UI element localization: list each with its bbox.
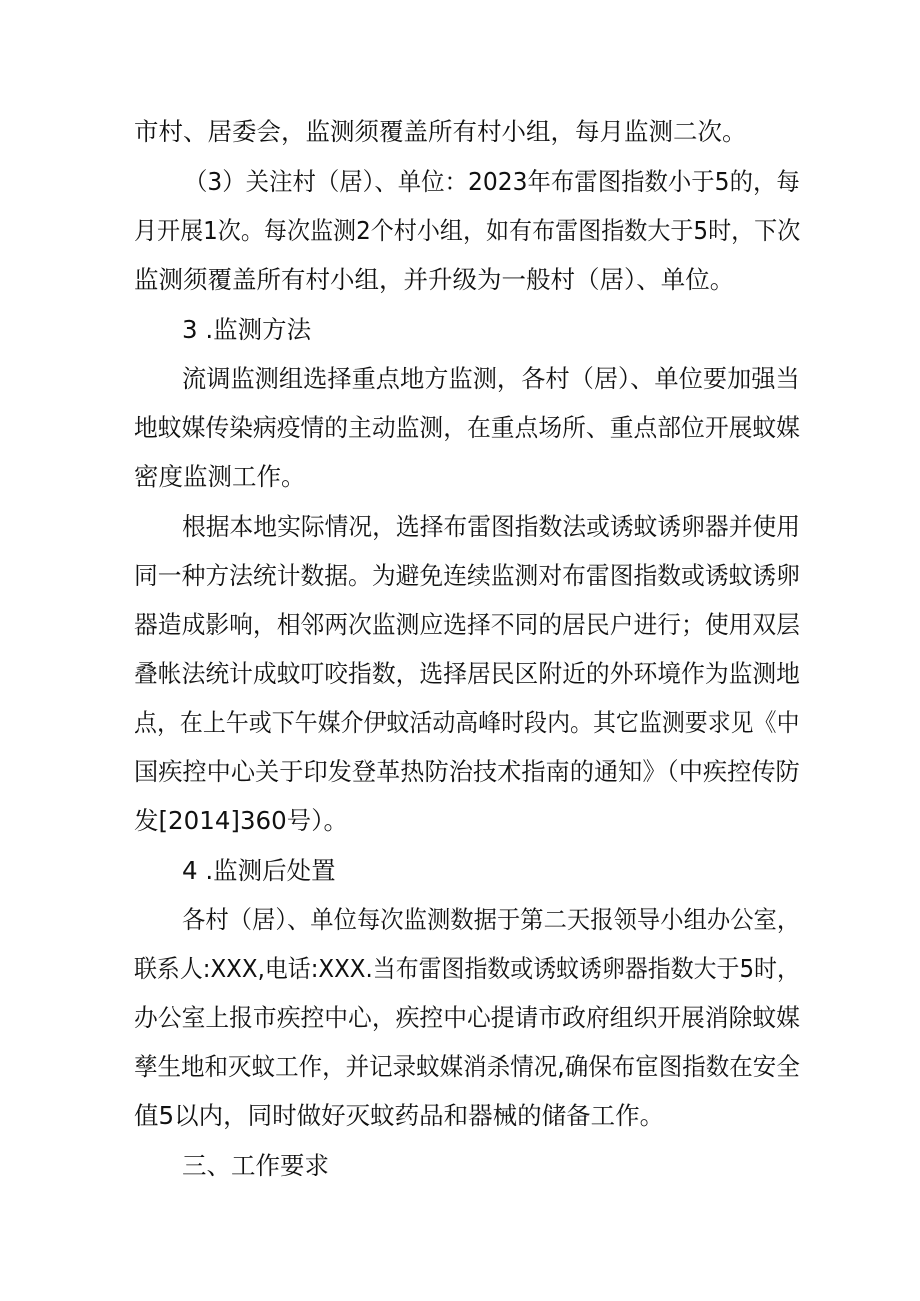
body-text-line: 根据本地实际情况，选择布雷图指数法或诱蚊诱卵器并使用 xyxy=(182,512,801,541)
body-text-line: 各村（居）、单位每次监测数据于第二天报领导小组办公室， xyxy=(182,905,801,934)
body-text-line: 月开展1次。每次监测2个村小组，如有布雷图指数大于5时，下次 xyxy=(134,216,801,245)
body-text-line: 值5以内，同时做好灭蚊药品和器械的储备工作。 xyxy=(134,1101,665,1130)
body-text-line: 市村、居委会，监测须覆盖所有村小组，每月监测二次。 xyxy=(134,117,747,146)
body-text-line: 点，在上午或下午媒介伊蚊活动高峰时段内。其它监测要求见《中 xyxy=(134,708,800,737)
body-text-line: 地蚊媒传染病疫情的主动监测，在重点场所、重点部位开展蚊媒 xyxy=(134,413,800,442)
body-text-line: 流调监测组选择重点地方监测，各村（居）、单位要加强当 xyxy=(182,364,800,393)
body-text-line: 发[2014]360号）。 xyxy=(134,806,348,835)
body-text-line: 办公室上报市疾控中心，疾控中心提请市政府组织开展消除蚊媒 xyxy=(134,1003,800,1032)
body-text-line: 密度监测工作。 xyxy=(134,462,306,491)
body-text-line: 叠帐法统计成蚊叮咬指数，选择居民区附近的外环境作为监测地 xyxy=(134,659,800,688)
section-heading-monitoring-method: 3 .监测方法 xyxy=(182,315,312,344)
body-text-line: 监测须覆盖所有村小组，并升级为一般村（居）、单位。 xyxy=(134,265,735,294)
body-text-line: （3）关注村（居）、单位：2023年布雷图指数小于5的，每 xyxy=(184,167,800,196)
body-text-line: 国疾控中心关于印发登革热防治技术指南的通知》（中疾控传防 xyxy=(134,757,800,786)
section-heading-post-monitoring-disposal: 4 .监测后处置 xyxy=(182,856,336,885)
section-heading-work-requirements: 三、工作要求 xyxy=(182,1151,329,1180)
body-text-line: 联系人:XXX,电话:XXX.当布雷图指数或诱蚊诱卵器指数大于5时， xyxy=(134,954,800,983)
body-text-line: 器造成影响，相邻两次监测应选择不同的居民户进行；使用双层 xyxy=(134,610,800,639)
body-text-line: 孳生地和灭蚊工作，并记录蚊媒消杀情况,确保布宦图指数在安全 xyxy=(134,1052,800,1081)
body-text-line: 同一种方法统计数据。为避免连续监测对布雷图指数或诱蚊诱卵 xyxy=(134,561,800,590)
